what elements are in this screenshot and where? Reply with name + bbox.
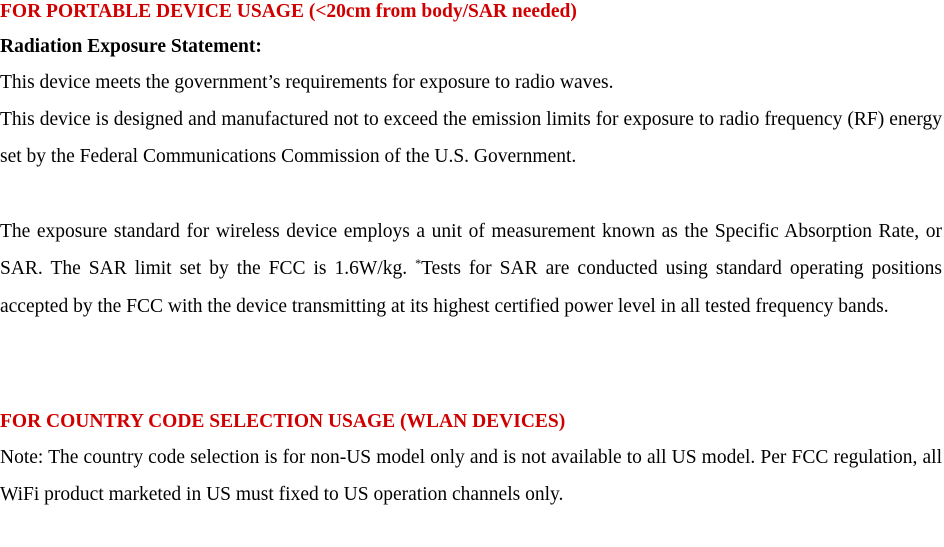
radiation-exposure-subheading: Radiation Exposure Statement: <box>0 36 262 57</box>
sar-paragraph-text-part2: Tests for SAR are conducted using standard operating positions accepted by the FCC with the device transmitting at its highest certified power level in all tested frequency bands. <box>0 258 943 317</box>
portable-device-heading: FOR PORTABLE DEVICE USAGE (<20cm from body/SAR needed) <box>0 1 577 22</box>
country-code-heading: FOR COUNTRY CODE SELECTION USAGE (WLAN DEVICES) <box>0 411 566 432</box>
sar-paragraph-text-part1: The exposure standard for wireless device employs a unit of measurement known as the Specific Absorption Rate, or SAR. The SAR limit set by the FCC is 1.6W/kg. <box>0 221 942 280</box>
emission-limits-paragraph: This device is designed and manufactured not to exceed the emission limits for exposure to radio frequency (RF) energy set by the Federal Communications Commission of the U.S. Government. <box>0 109 942 168</box>
sar-standard-paragraph <box>0 213 942 325</box>
requirements-paragraph: This device meets the government’s requirements for exposure to radio waves. <box>0 72 614 93</box>
country-code-note-paragraph: Note: The country code selection is for non-US model only and is not available to all US model. Per FCC regulation, all WiFi product marketed in US must fixed to US operation channels only. <box>0 447 942 506</box>
footnote-marker: * <box>415 256 422 271</box>
